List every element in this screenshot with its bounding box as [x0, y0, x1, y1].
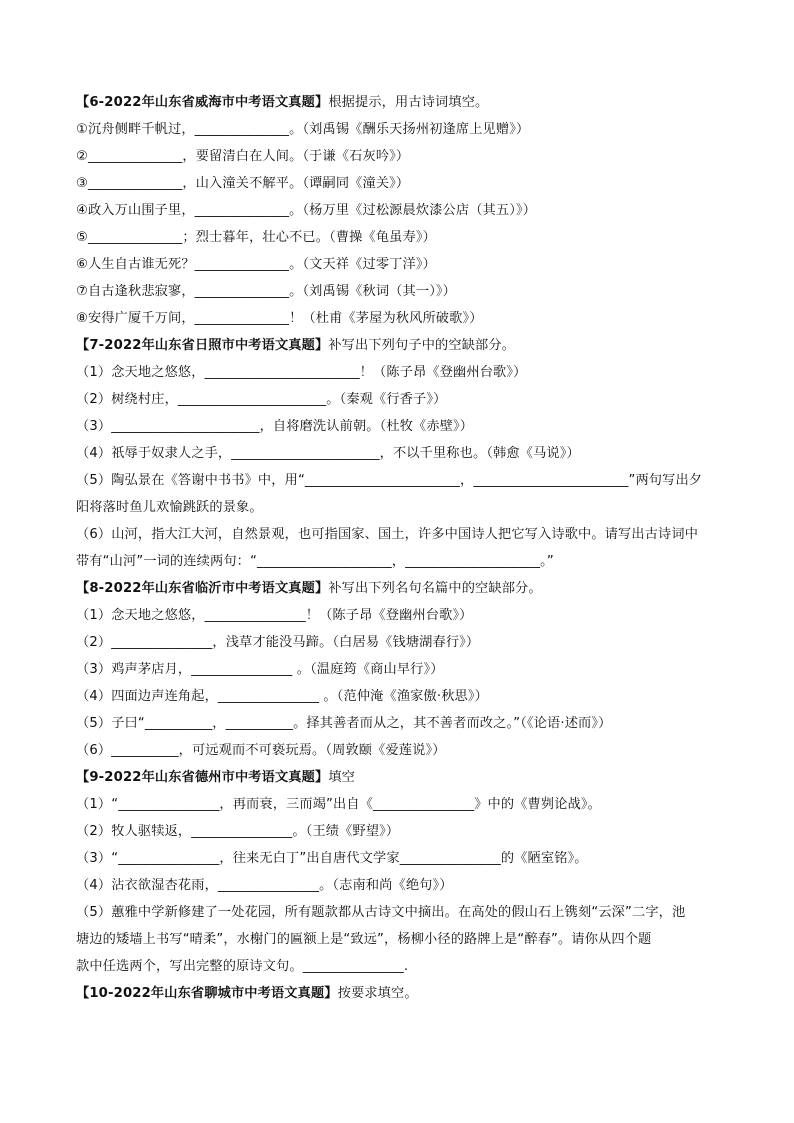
question-item: ①沉舟侧畔千帆过，______________。（刘禹锡《酬乐天扬州初逢席上见赠》） — [76, 122, 530, 137]
section-instruction: 根据提示，用古诗词填空。 — [328, 95, 489, 110]
section-7-heading — [76, 337, 724, 355]
question-item-continued: 款中任选两个，写出完整的原诗文句。_______________. — [76, 959, 409, 974]
question-item: ③______________，山入潼关不解平。（谭嗣同《潼关》） — [76, 176, 410, 191]
section-instruction: 填空 — [328, 770, 356, 785]
question-item: （2）_______________，浅草才能没马蹄。（白居易《钱塘湖春行》） — [76, 635, 480, 650]
question-item: （5）陶弘景在《答谢中书书》中，用“_______________________，_______________________”两句写出夕 — [76, 473, 703, 488]
question-item: ②______________，要留清白在人间。（于谦《石灰吟》） — [76, 149, 410, 164]
question-item: （2）牧人驱犊返，_______________。（王绩《野望》） — [76, 824, 400, 839]
question-item: （4）沾衣欲湿杏花雨，_______________。（志南和尚《绝句》） — [76, 878, 453, 893]
question-item: ⑤______________；烈士暮年，壮心不已。（曹操《龟虽寿》） — [76, 230, 436, 245]
section-header: 【10-2022年山东省聊城市中考语文真题】 — [76, 986, 338, 1001]
section-header: 【6-2022年山东省威海市中考语文真题】 — [76, 95, 329, 110]
section-header: 【9-2022年山东省德州市中考语文真题】 — [76, 770, 329, 785]
question-item: （5）子曰“__________，__________。择其善者而从之，其不善者而改之。”（《论语·述而》） — [76, 716, 612, 731]
question-item: （4）祇辱于奴隶人之手，______________________，不以千里称也。（韩愈《马说》） — [76, 446, 580, 461]
section-8-heading — [76, 580, 724, 598]
question-item-continued: 阳将落时鱼儿欢愉跳跃的景象。 — [76, 500, 263, 515]
section-header: 【7-2022年山东省日照市中考语文真题】 — [76, 338, 329, 353]
question-item: ⑦自古逢秋悲寂寥，______________。（刘禹锡《秋词（其一）》） — [76, 284, 457, 299]
section-6-heading — [76, 94, 724, 112]
question-item: （6）山河，指大江大河，自然景观，也可指国家、国土，许多中国诗人把它写入诗歌中。请写出古诗词中 — [76, 527, 699, 542]
question-item: ⑥人生自古谁无死？______________。（文天祥《过零丁洋》） — [76, 257, 436, 272]
section-instruction: 补写出下列名句名篇中的空缺部分。 — [328, 581, 542, 596]
question-item: （6）__________，可远观而不可亵玩焉。（周敦颐《爱莲说》） — [76, 743, 446, 758]
section-10-heading — [76, 985, 724, 1003]
section-header: 【8-2022年山东省临沂市中考语文真题】 — [76, 581, 329, 596]
question-item: ④政入万山围子里，______________。（杨万里《过松源晨炊漆公店（其五）》） — [76, 203, 537, 218]
section-9-heading — [76, 769, 724, 787]
question-item: ⑧安得广厦千万间，______________！（杜甫《茅屋为秋风所破歌》） — [76, 311, 483, 326]
question-item: （5）蕙雅中学新修建了一处花园，所有题款都从古诗文中摘出。在高处的假山石上镌刻“云深”二字，池 — [76, 905, 686, 920]
question-item: （3）鸡声茅店月，_______________ 。（温庭筠《商山早行》） — [76, 662, 444, 677]
question-item: （4）四面边声连角起，_______________ 。（范仲淹《渔家傲·秋思》） — [76, 689, 488, 704]
question-item: （3）“_______________，往来无白丁”出自唐代文学家_______________的《陋室铭》。 — [76, 851, 588, 866]
section-instruction: 按要求填空。 — [337, 986, 418, 1001]
question-item: （2）树绕村庄，______________________。（秦观《行香子》） — [76, 392, 447, 407]
section-instruction: 补写出下列句子中的空缺部分。 — [328, 338, 516, 353]
question-item-continued: 带有“山河”一词的连续两句：“____________________，____________________。” — [76, 554, 554, 569]
question-item: （1）念天地之悠悠，_______________________！（陈子昂《登幽州台歌》） — [76, 365, 527, 380]
question-item: （1）“_______________，再而衰，三而竭”出自《_______________》中的《曹刿论战》。 — [76, 797, 601, 812]
question-item: （1）念天地之悠悠，_______________！（陈子昂《登幽州台歌》） — [76, 608, 473, 623]
question-item: （3）______________________，自将磨洗认前朝。（杜牧《赤壁》） — [76, 419, 474, 434]
question-item-continued: 塘边的矮墙上书写“晴柔”，水榭门的匾额上是“致远”，杨柳小径的路牌上是“醉春”。请你从四个题 — [76, 932, 652, 947]
